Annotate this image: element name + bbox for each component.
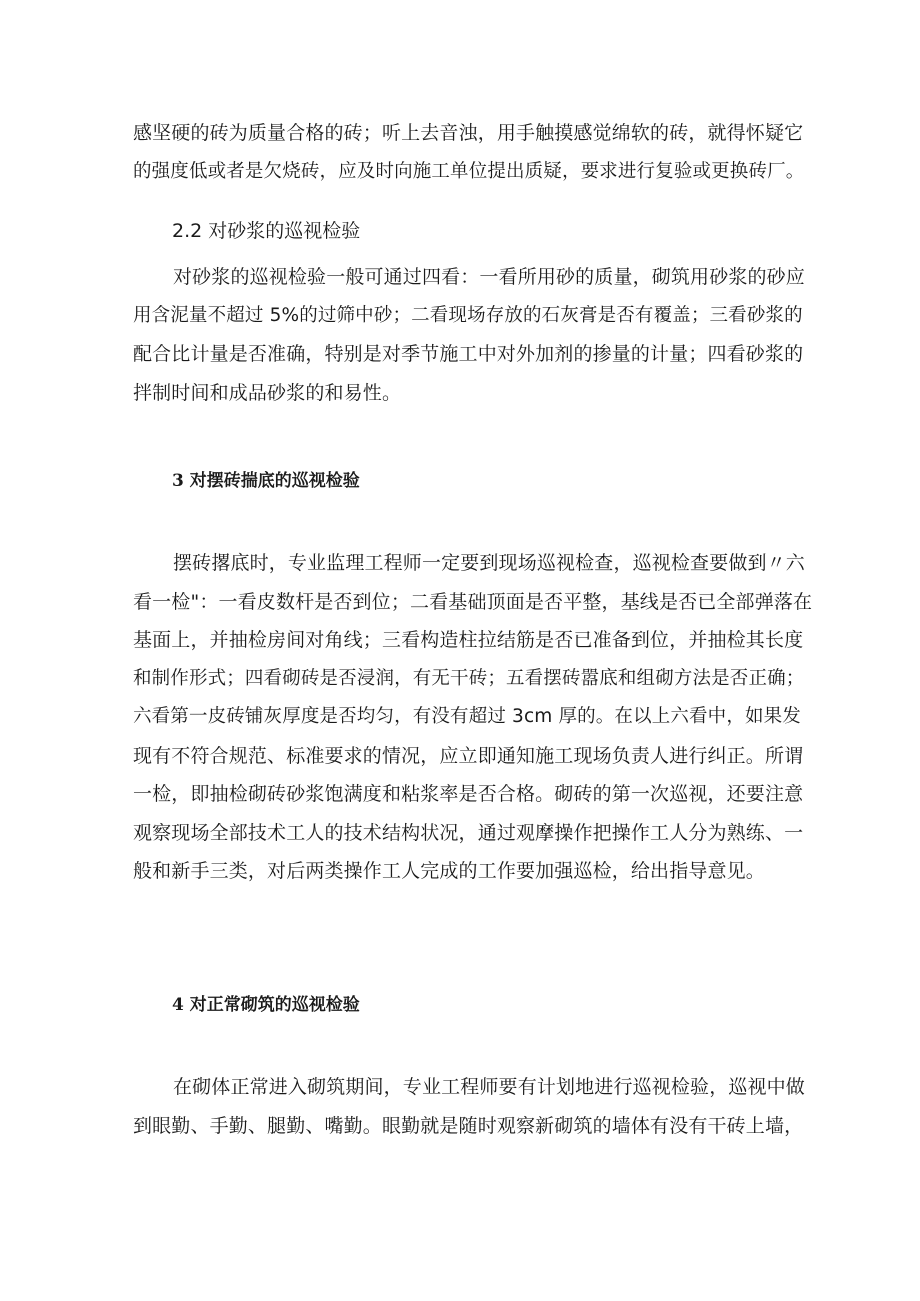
text-line: 配合比计量是否准确，特别是对季节施工中对外加剂的掺量的计量；四看砂浆的 <box>133 343 804 365</box>
paragraph-mortar-inspection <box>133 258 813 412</box>
text-line: 在砌体正常进入砌筑期间，专业工程师要有计划地进行巡视检验，巡视中做 <box>173 1076 805 1098</box>
text-line: 般和新手三类，对后两类操作工人完成的工作要加强巡检，给出指导意见。 <box>133 860 765 882</box>
text-line: 对砂浆的巡视检验一般可通过四看：一看所用砂的质量，砌筑用砂浆的砂应 <box>173 266 805 288</box>
section-3-title: 3 对摆砖揣底的巡视检验 <box>172 471 360 491</box>
section-2-2-title: 2.2 对砂浆的巡视检验 <box>172 220 361 242</box>
text-line: 摆砖撂底时，专业监理工程师一定要到现场巡视检查，巡视检查要做到〃六 <box>173 552 805 574</box>
text-line: 观察现场全部技术工人的技术结构状况，通过观摩操作把操作工人分为熟练、一 <box>133 821 804 844</box>
text-line: 基面上，并抽检房间对角线；三看构造柱拉结筋是否已准备到位，并抽检其长度 <box>133 629 804 651</box>
text-line: 和制作形式；四看砌砖是否浸润，有无干砖；五看摆砖嚣底和组砌方法是否正确； <box>133 667 805 689</box>
section-4-title: 4 对正常砌筑的巡视检验 <box>172 995 360 1015</box>
paragraph-brick-layout-inspection <box>133 544 813 891</box>
text-line: 到眼勤、手勤、腿勤、嘴勤。眼勤就是随时观察新砌筑的墙体有没有干砖上墙， <box>133 1114 804 1137</box>
text-line: 感坚硬的砖为质量合格的砖；听上去音浊，用手触摸感觉绵软的砖，就得怀疑它 <box>133 122 804 144</box>
text-line: 六看第一皮砖铺灰厚度是否均匀，有没有超过 3cm 厚的。在以上六看中，如果发 <box>133 706 801 727</box>
text-line: 一检，即抽检砌砖砂浆饱满度和粘浆率是否合格。砌砖的第一次巡视，还要注意 <box>133 783 804 805</box>
paragraph-brick-inspection-end <box>133 114 813 191</box>
paragraph-normal-masonry-inspection <box>133 1068 813 1145</box>
text-line: 现有不符合规范、标准要求的情况，应立即通知施工现场负责人进行纠正。所谓 <box>133 744 804 767</box>
text-line: 的强度低或者是欠烧砖，应及时向施工单位提出质疑，要求进行复验或更换砖厂。 <box>133 160 805 182</box>
text-line: 看一检"：一看皮数杆是否到位；二看基础顶面是否平整，基线是否已全部弹落在 <box>133 590 813 613</box>
text-line: 拌制时间和成品砂浆的和易性。 <box>133 381 402 404</box>
text-line: 用含泥量不超过 5%的过筛中砂；二看现场存放的石灰膏是否有覆盖；三看砂浆的 <box>133 304 803 326</box>
